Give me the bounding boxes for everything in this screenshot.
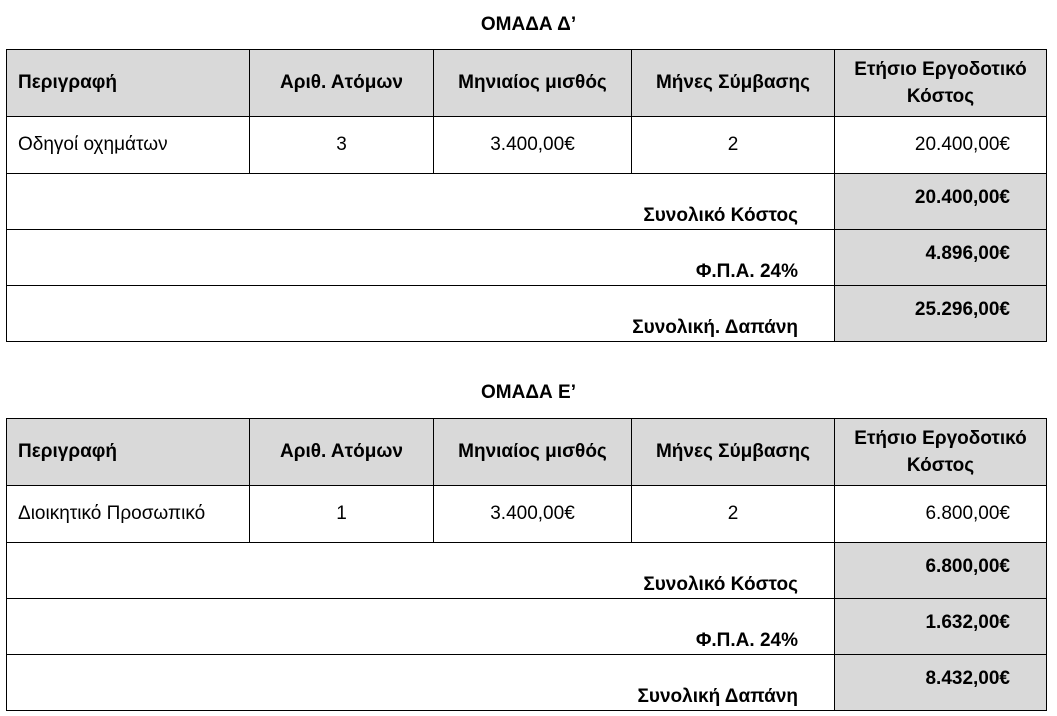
total-expense-row [7, 655, 1047, 711]
total-cost-label: Συνολικό Κόστος [7, 174, 835, 230]
cell-monthly-salary: 3.400,00€ [434, 486, 632, 543]
total-expense-row [7, 286, 1047, 342]
vat-label: Φ.Π.Α. 24% [7, 230, 835, 286]
cell-description: Διοικητικό Προσωπικό [7, 486, 250, 543]
header-monthly-salary: Μηνιαίος μισθός [434, 50, 632, 117]
cell-months: 2 [632, 486, 835, 543]
group-e-title: ΟΜΑΔΑ Ε’ [481, 382, 576, 403]
total-cost-value: 6.800,00€ [835, 543, 1047, 599]
table-row [7, 486, 1047, 543]
header-persons: Αριθ. Ατόμων [250, 419, 434, 486]
vat-label: Φ.Π.Α. 24% [7, 599, 835, 655]
total-cost-row [7, 543, 1047, 599]
total-expense-label: Συνολική. Δαπάνη [7, 286, 835, 342]
header-annual-cost: Ετήσιο Εργοδοτικό Κόστος [835, 50, 1047, 117]
vat-value: 4.896,00€ [835, 230, 1047, 286]
header-description: Περιγραφή [7, 419, 250, 486]
total-cost-value: 20.400,00€ [835, 174, 1047, 230]
header-description: Περιγραφή [7, 50, 250, 117]
cell-persons: 3 [250, 117, 434, 174]
header-annual-cost: Ετήσιο Εργοδοτικό Κόστος [835, 419, 1047, 486]
vat-row [7, 599, 1047, 655]
total-expense-label: Συνολική Δαπάνη [7, 655, 835, 711]
vat-row [7, 230, 1047, 286]
total-cost-label: Συνολικό Κόστος [7, 543, 835, 599]
cell-annual-cost: 6.800,00€ [835, 486, 1047, 543]
table-row [7, 117, 1047, 174]
total-expense-value: 8.432,00€ [835, 655, 1047, 711]
group-e-table [6, 418, 1047, 711]
total-cost-row [7, 174, 1047, 230]
header-persons: Αριθ. Ατόμων [250, 50, 434, 117]
vat-value: 1.632,00€ [835, 599, 1047, 655]
group-d-table [6, 49, 1047, 342]
header-months: Μήνες Σύμβασης [632, 50, 835, 117]
cell-monthly-salary: 3.400,00€ [434, 117, 632, 174]
cell-annual-cost: 20.400,00€ [835, 117, 1047, 174]
cell-description: Οδηγοί οχημάτων [7, 117, 250, 174]
total-expense-value: 25.296,00€ [835, 286, 1047, 342]
header-months: Μήνες Σύμβασης [632, 419, 835, 486]
table-header-row [7, 419, 1047, 486]
header-monthly-salary: Μηνιαίος μισθός [434, 419, 632, 486]
group-d-title: ΟΜΑΔΑ Δ’ [480, 14, 577, 35]
cell-months: 2 [632, 117, 835, 174]
cell-persons: 1 [250, 486, 434, 543]
table-header-row [7, 50, 1047, 117]
